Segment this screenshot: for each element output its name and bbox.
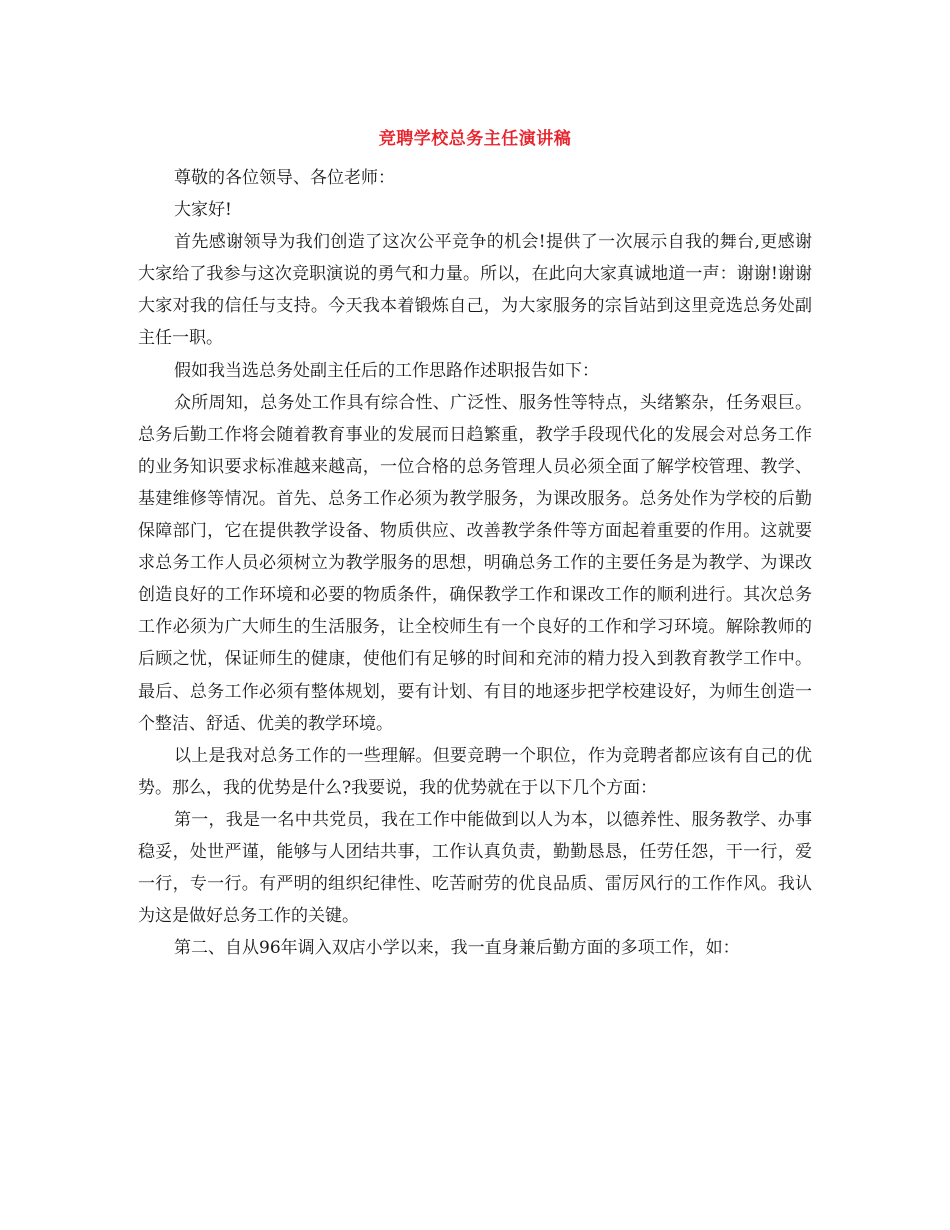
body-paragraph: 众所周知，总务处工作具有综合性、广泛性、服务性等特点，头绪繁杂，任务艰巨。总务后勤工作将会随着教育事业的发展而日趋繁重，教学手段现代化的发展会对总务工作的业务知识要求标准越来越高，一位合格的总务管理人员必须全面了解学校管理、教学、基建维修等情况。首先、总务工作必须为教学服务，为课改服务。总务处作为学校的后勤保障部门，它在提供教学设备、物质供应、改善教学条件等方面起着重要的作用。这就要求总务工作人员必须树立为教学服务的思想，明确总务工作的主要任务是为教学、为课改创造良好的工作环境和必要的物质条件，确保教学工作和课改工作的顺利进行。其次总务工作必须为广大师生的生活服务，让全校师生有一个良好的工作和学习环境。解除教师的后顾之忧，保证师生的健康，使他们有足够的时间和充沛的精力投入到教育教学工作中。最后、总务工作必须有整体规划，要有计划、有目的地逐步把学校建设好，为师生创造一个整洁、舒适、优美的教学环境。 [138, 392, 812, 734]
body-paragraph: 第一，我是一名中共党员，我在工作中能做到以人为本，以德养性、服务教学、办事稳妥，处世严谨，能够与人团结共事，工作认真负责，勤勤恳恳，任劳任怨，干一行，爱一行，专一行。有严明的组织纪律性、吃苦耐劳的优良品质、雷厉风行的工作作风。我认为这是做好总务工作的关键。 [138, 809, 812, 927]
document-title: 竞聘学校总务主任演讲稿 [378, 129, 572, 149]
greeting-paragraph: 尊敬的各位领导、各位老师： [174, 168, 395, 188]
salutation-paragraph: 大家好! [174, 200, 232, 221]
body-paragraph: 首先感谢领导为我们创造了这次公平竞争的机会!提供了一次展示自我的舞台,更感谢大家给了我参与这次竞职演说的勇气和力量。所以，在此向大家真诚地道一声：谢谢!谢谢大家对我的信任与支持。今天我本着锻炼自己，为大家服务的宗旨站到这里竞选总务处副主任一职。 [138, 232, 812, 349]
document-body [138, 162, 812, 964]
body-paragraph: 第二、自从96年调入双店小学以来，我一直身兼后勤方面的多项工作，如： [174, 938, 740, 959]
body-paragraph: 假如我当选总务处副主任后的工作思路作述职报告如下： [174, 360, 599, 381]
body-paragraph: 以上是我对总务工作的一些理解。但要竞聘一个职位，作为竞聘者都应该有自己的优势。那么，我的优势是什么?我要说，我的优势就在于以下几个方面： [138, 745, 812, 798]
